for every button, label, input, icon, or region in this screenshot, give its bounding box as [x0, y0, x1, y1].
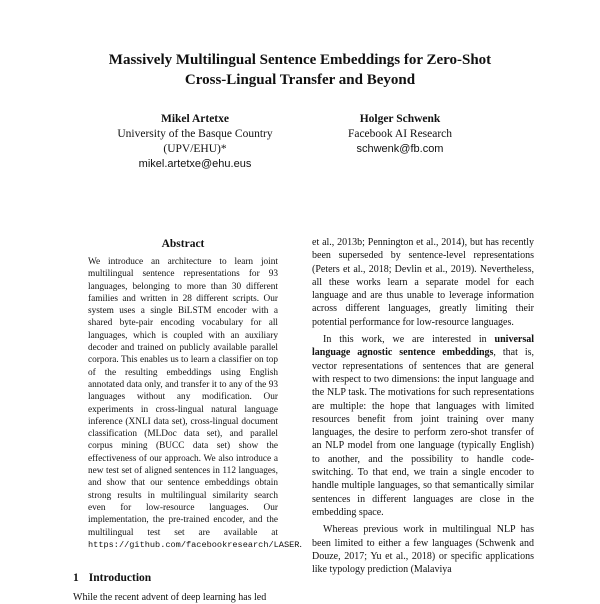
- paragraph-2: [312, 333, 534, 519]
- author-email: mikel.artetxe@ehu.eus: [138, 158, 252, 170]
- author-block-1: [110, 112, 280, 172]
- abstract-body: [88, 256, 302, 551]
- title-line-2: Cross-Lingual Transfer and Beyond: [184, 72, 416, 88]
- paragraph-2-start: In this work, we are interested in: [323, 334, 495, 346]
- author-block-2: [300, 112, 500, 157]
- author-affiliation: Facebook AI Research: [347, 128, 453, 140]
- section-title: Introduction: [88, 572, 152, 584]
- author-affiliation: University of the Basque Country: [117, 128, 273, 140]
- abstract-end: .: [299, 539, 302, 550]
- section-number: 1: [73, 572, 79, 584]
- emphasis-term: universal language agnostic sentence embeddings: [312, 334, 534, 359]
- author-name: Holger Schwenk: [359, 113, 441, 125]
- section-heading: [73, 572, 151, 584]
- author-affiliation-detail: (UPV/EHU)*: [163, 143, 227, 155]
- right-column: [312, 236, 534, 576]
- paper-title: [60, 50, 540, 90]
- author-name: Mikel Artetxe: [160, 113, 229, 125]
- code-url-link[interactable]: https://github.com/facebookresearch/LASER: [88, 539, 300, 550]
- title-line-1: Massively Multilingual Sentence Embeddings for Zero-Shot: [108, 52, 492, 68]
- paragraph-3: Whereas previous work in multilingual NLP has been limited to either a few languages (Schwenk and Douze, 2017; Yu et al., 2018) or specific applications like typology prediction (Malaviya: [312, 524, 534, 576]
- intro-first-line: While the recent advent of deep learning has led: [73, 592, 267, 603]
- paragraph-1: et al., 2013b; Pennington et al., 2014), but has recently been superseded by sentence-level representations (Peters et al., 2018; Devlin et al., 2019). Nevertheless, all these works learn a separate model for each language and are thus unable to leverage information across different languages, greatly limiting their potential performance for low-resource languages.: [312, 237, 534, 328]
- abstract-text: We introduce an architecture to learn joint multilingual sentence representations for 93 languages, belonging to more than 30 different families and written in 28 different scripts. Our system uses a single BiLSTM encoder with a shared byte-pair encoding vocabulary for all languages, which is coupled with an auxiliary decoder and trained on publicly available parallel corpora. This enables us to learn a classifier on top of the resulting embeddings using English annotated data only, and transfer it to any of the 93 languages without any modification. Our experiments in cross-lingual natural language inference (XNLI data set), cross-lingual document classification (MLDoc data set), and parallel corpus mining (BUCC data set) show the effectiveness of our approach. We also introduce a new test set of aligned sentences in 112 languages, and show that our sentence embeddings obtain strong results in multilingual similarity search even for low-resource languages. Our implementation, the pre-trained encoder, and the multilingual test set are available at: [88, 257, 278, 538]
- author-email: schwenk@fb.com: [356, 143, 444, 155]
- paragraph-2-end: , that is, vector representations of sentences that are general with respect to two dimensions: the input language and the NLP task. The motivations for such representations are multiple: the hope that languages with limited resources benefit from joint training over many languages, the desire to perform zero-shot transfer of an NLP model from one language (typically English) to another, and the possibility to handle code-switching. To that end, we train a single encoder to handle multiple languages, so that semantically similar sentences in different languages are close in the embedding space.: [312, 347, 534, 518]
- abstract-heading: Abstract: [161, 238, 205, 250]
